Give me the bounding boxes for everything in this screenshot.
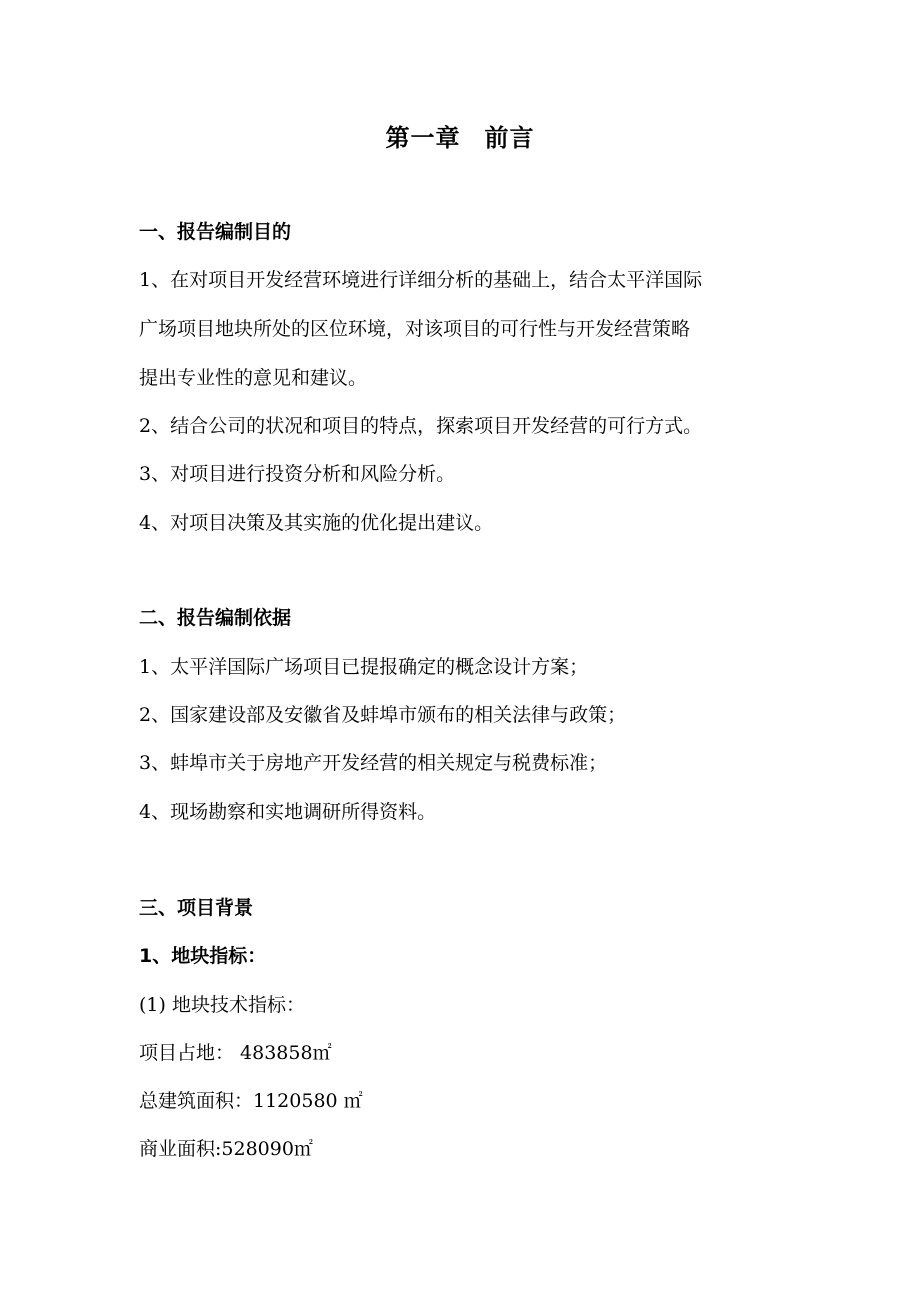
paragraph-line: 4、现场勘察和实地调研所得资料。 xyxy=(139,801,437,823)
paragraph-line: 3、对项目进行投资分析和风险分析。 xyxy=(139,463,456,485)
paragraph-line: 2、国家建设部及安徽省及蚌埠市颁布的相关法律与政策； xyxy=(139,704,627,726)
paragraph-line: 广场项目地块所处的区位环境，对该项目的可行性与开发经营策略 xyxy=(139,318,691,340)
subsection-heading-plot-indicators: 1、地块指标： xyxy=(139,945,267,967)
section-heading-basis: 二、报告编制依据 xyxy=(139,607,292,629)
chapter-title xyxy=(0,118,920,153)
paragraph-line: 1、在对项目开发经营环境进行详细分析的基础上，结合太平洋国际 xyxy=(139,269,703,291)
paragraph-line: 3、蚌埠市关于房地产开发经营的相关规定与税费标准； xyxy=(139,752,608,774)
paragraph-line: 商业面积:528090㎡ xyxy=(139,1138,313,1160)
paragraph-line: 提出专业性的意见和建议。 xyxy=(139,367,368,389)
paragraph-line: 项目占地： 483858㎡ xyxy=(139,1042,332,1064)
paragraph-line: 总建筑面积：1120580 ㎡ xyxy=(139,1090,363,1112)
paragraph-line: 4、对项目决策及其实施的优化提出建议。 xyxy=(139,512,494,534)
chapter-number: 第一章 xyxy=(385,124,461,152)
paragraph-line: 2、结合公司的状况和项目的特点，探索项目开发经营的可行方式。 xyxy=(139,415,703,437)
chapter-name: 前言 xyxy=(484,124,535,152)
paragraph-line: (1) 地块技术指标： xyxy=(139,994,305,1016)
paragraph-line: 1、太平洋国际广场项目已提报确定的概念设计方案； xyxy=(139,656,589,678)
section-heading-background: 三、项目背景 xyxy=(139,897,254,919)
section-heading-purpose: 一、报告编制目的 xyxy=(139,221,292,243)
